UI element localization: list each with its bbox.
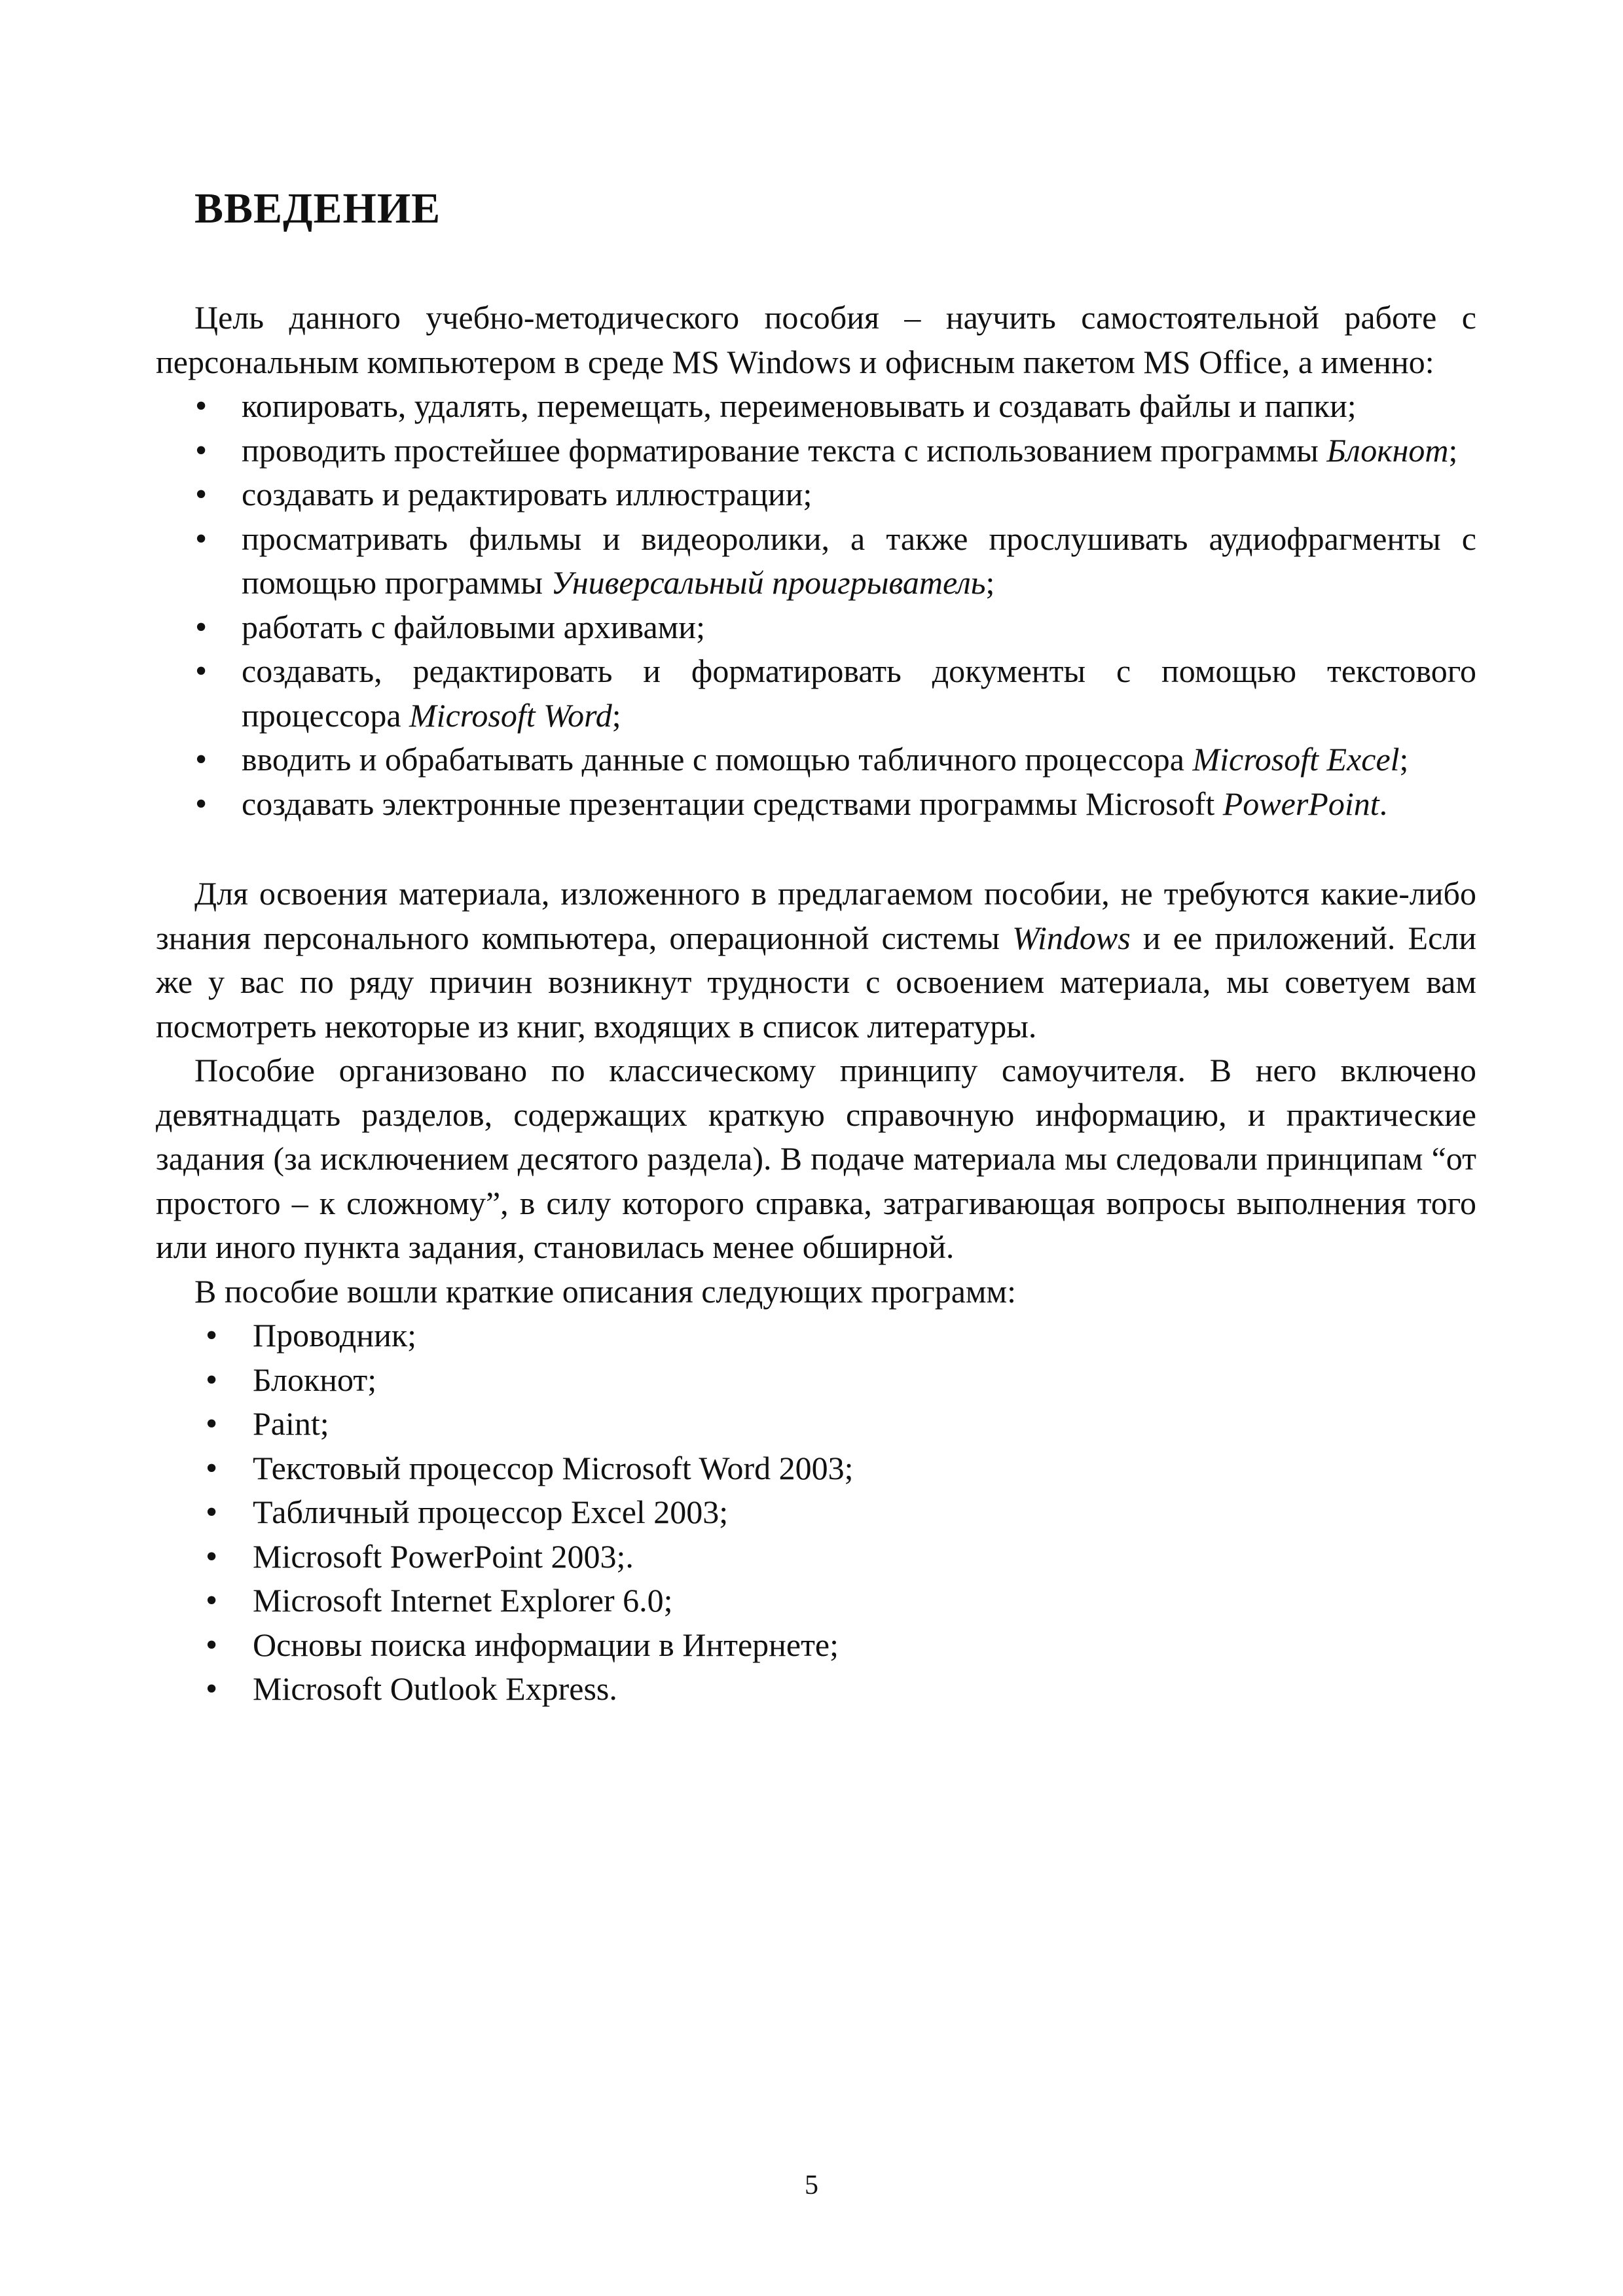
list-item: • просматривать фильмы и видеоролики, а также прослушивать аудиофрагменты с помощью программы Универсальный проигрыватель; (156, 517, 1476, 605)
intro-paragraph: Цель данного учебно-методического пособия – научить самостоятельной работе с персональным компьютером в среде MS Windows и офисным пакетом MS Office, а именно: (156, 299, 1476, 380)
list-item: • проводить простейшее форматирование текста с использованием программы Блокнот; (156, 429, 1476, 473)
programs-intro-paragraph: В пособие вошли краткие описания следующих программ: (194, 1272, 1017, 1310)
body-text (156, 296, 1476, 1712)
prerequisites-paragraph: Для освоения материала, изложенного в предлагаемом пособии, не требуются какие-либо знания персонального компьютера, операционной системы Windows и ее приложений. Если же у вас по ряду причин возникнут трудности с освоением материала, мы советуем вам посмотреть некоторые из книг, входящих в список литературы. (156, 875, 1476, 1045)
list-item: • создавать, редактировать и форматировать документы с помощью текстового процессора Microsoft Word; (156, 649, 1476, 738)
list-item: • Microsoft Outlook Express. (156, 1667, 1476, 1712)
list-item: • создавать и редактировать иллюстрации; (156, 473, 1476, 517)
list-item: • Табличный процессор Excel 2003; (156, 1490, 1476, 1535)
list-item: • вводить и обрабатывать данные с помощью табличного процессора Microsoft Excel; (156, 738, 1476, 782)
list-item: • создавать электронные презентации средствами программы Microsoft PowerPoint. (156, 782, 1476, 827)
programs-list (156, 1314, 1476, 1712)
list-item: • Текстовый процессор Microsoft Word 2003; (156, 1446, 1476, 1491)
list-item: • Microsoft PowerPoint 2003;. (156, 1535, 1476, 1579)
list-item: • копировать, удалять, перемещать, переименовывать и создавать файлы и папки; (156, 384, 1476, 429)
list-item: • работать с файловыми архивами; (156, 605, 1476, 650)
paragraph-spacer (156, 826, 1476, 872)
goals-list (156, 384, 1476, 826)
structure-paragraph: Пособие организовано по классическому принципу самоучителя. В него включено девятнадцать разделов, содержащих краткую справочную информацию, и практические задания (за исключением десятого раздела). В подаче материала мы следовали принципам “от простого – к сложному”, в силу которого справка, затрагивающая вопросы выполнения того или иного пункта задания, становилась менее обширной. (156, 1052, 1476, 1265)
section-heading: ВВЕДЕНИЕ (194, 185, 441, 232)
list-item: • Основы поиска информации в Интернете; (156, 1623, 1476, 1668)
page-number: 5 (805, 2170, 818, 2200)
list-item: • Microsoft Internet Explorer 6.0; (156, 1579, 1476, 1623)
list-item: • Блокнот; (156, 1358, 1476, 1403)
list-item: • Paint; (156, 1402, 1476, 1446)
list-item: • Проводник; (156, 1314, 1476, 1358)
